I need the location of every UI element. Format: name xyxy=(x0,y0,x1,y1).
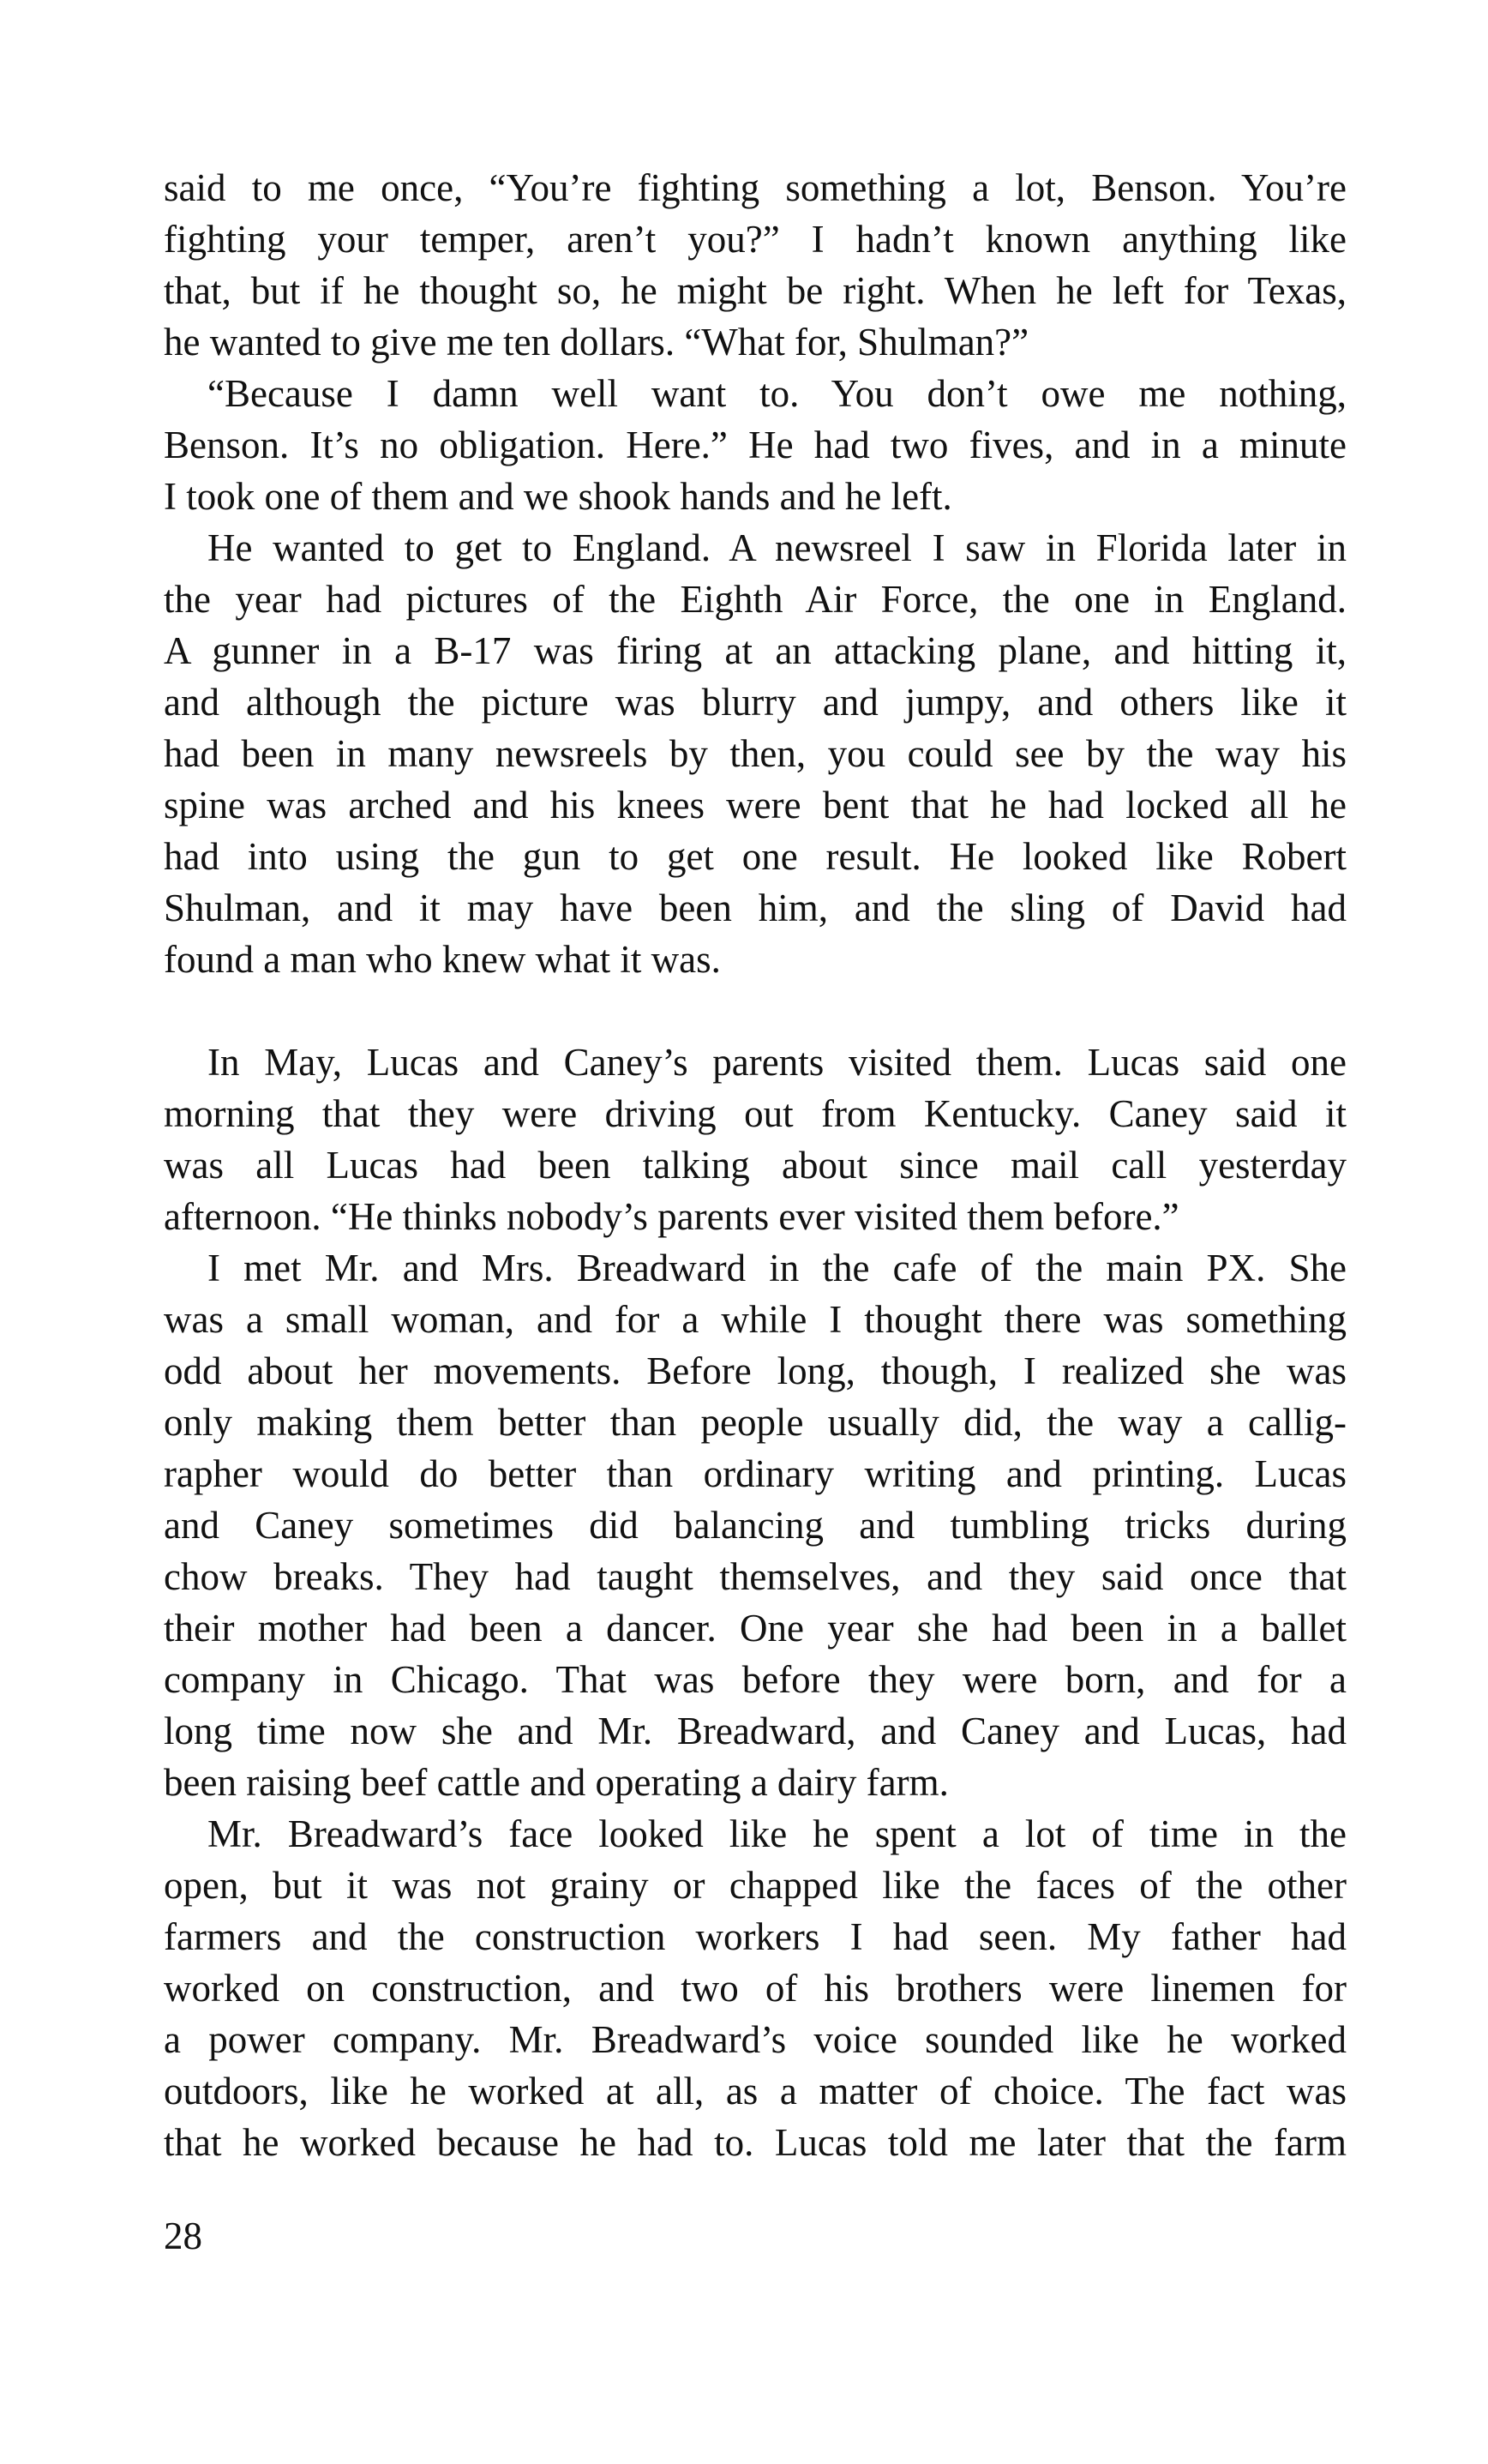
text-line: only making them better than people usually did, the way a callig- xyxy=(164,1401,1347,1444)
paragraph xyxy=(164,1037,1347,1242)
page-number: 28 xyxy=(164,2215,202,2257)
text-line: company in Chicago. That was before they were born, and for a xyxy=(164,1658,1347,1701)
text-line: I met Mr. and Mrs. Breadward in the cafe of the main PX. She xyxy=(207,1247,1347,1289)
text-line: that he worked because he had to. Lucas told me later that the farm xyxy=(164,2121,1347,2164)
text-line: spine was arched and his knees were bent that he had locked all he xyxy=(164,784,1347,826)
text-line: farmers and the construction workers I had seen. My father had xyxy=(164,1915,1347,1958)
text-line: odd about her movements. Before long, though, I realized she was xyxy=(164,1349,1347,1392)
text-line: was all Lucas had been talking about since mail call yesterday xyxy=(164,1144,1347,1187)
paragraph xyxy=(164,162,1347,368)
text-line: that, but if he thought so, he might be right. When he left for Texas, xyxy=(164,269,1347,312)
text-line: been raising beef cattle and operating a dairy farm. xyxy=(164,1761,949,1804)
text-line: Mr. Breadward’s face looked like he spent a lot of time in the xyxy=(207,1812,1347,1855)
text-line: said to me once, “You’re fighting something a lot, Benson. You’re xyxy=(164,166,1347,209)
text-line: had been in many newsreels by then, you could see by the way his xyxy=(164,732,1347,775)
text-line: A gunner in a B-17 was firing at an attacking plane, and hitting it, xyxy=(164,629,1347,672)
text-line: and Caney sometimes did balancing and tumbling tricks during xyxy=(164,1504,1347,1547)
paragraph xyxy=(164,1808,1347,2168)
text-line: and although the picture was blurry and jumpy, and others like it xyxy=(164,681,1347,724)
section-break xyxy=(164,985,1347,1037)
text-line: open, but it was not grainy or chapped like the faces of the other xyxy=(164,1864,1347,1907)
text-line: He wanted to get to England. A newsreel I saw in Florida later in xyxy=(207,526,1347,569)
text-line: I took one of them and we shook hands and he left. xyxy=(164,475,952,518)
text-line: “Because I damn well want to. You don’t owe me nothing, xyxy=(207,372,1347,415)
text-line: morning that they were driving out from Kentucky. Caney said it xyxy=(164,1092,1347,1135)
text-line: he wanted to give me ten dollars. “What for, Shulman?” xyxy=(164,321,1029,364)
paragraph xyxy=(164,1242,1347,1808)
text-line: their mother had been a dancer. One year she had been in a ballet xyxy=(164,1607,1347,1650)
text-line: had into using the gun to get one result. He looked like Robert xyxy=(164,835,1347,878)
text-line: afternoon. “He thinks nobody’s parents ever visited them before.” xyxy=(164,1195,1179,1238)
text-line: In May, Lucas and Caney’s parents visited them. Lucas said one xyxy=(207,1041,1347,1084)
text-line: long time now she and Mr. Breadward, and Caney and Lucas, had xyxy=(164,1710,1347,1752)
text-line: fighting your temper, aren’t you?” I hadn’t known anything like xyxy=(164,218,1347,261)
paragraph xyxy=(164,522,1347,985)
body-text xyxy=(164,162,1347,2168)
text-line: outdoors, like he worked at all, as a matter of choice. The fact was xyxy=(164,2070,1347,2112)
text-line: worked on construction, and two of his brothers were linemen for xyxy=(164,1967,1347,2010)
text-line: chow breaks. They had taught themselves, and they said once that xyxy=(164,1555,1347,1598)
text-line: found a man who knew what it was. xyxy=(164,938,721,981)
text-line: Benson. It’s no obligation. Here.” He had two fives, and in a minute xyxy=(164,424,1347,466)
text-line: Shulman, and it may have been him, and the sling of David had xyxy=(164,886,1347,929)
text-line: was a small woman, and for a while I thought there was something xyxy=(164,1298,1347,1341)
text-line: the year had pictures of the Eighth Air Force, the one in England. xyxy=(164,578,1347,621)
text-line: rapher would do better than ordinary writing and printing. Lucas xyxy=(164,1452,1347,1495)
text-line: a power company. Mr. Breadward’s voice sounded like he worked xyxy=(164,2018,1347,2061)
paragraph xyxy=(164,368,1347,522)
